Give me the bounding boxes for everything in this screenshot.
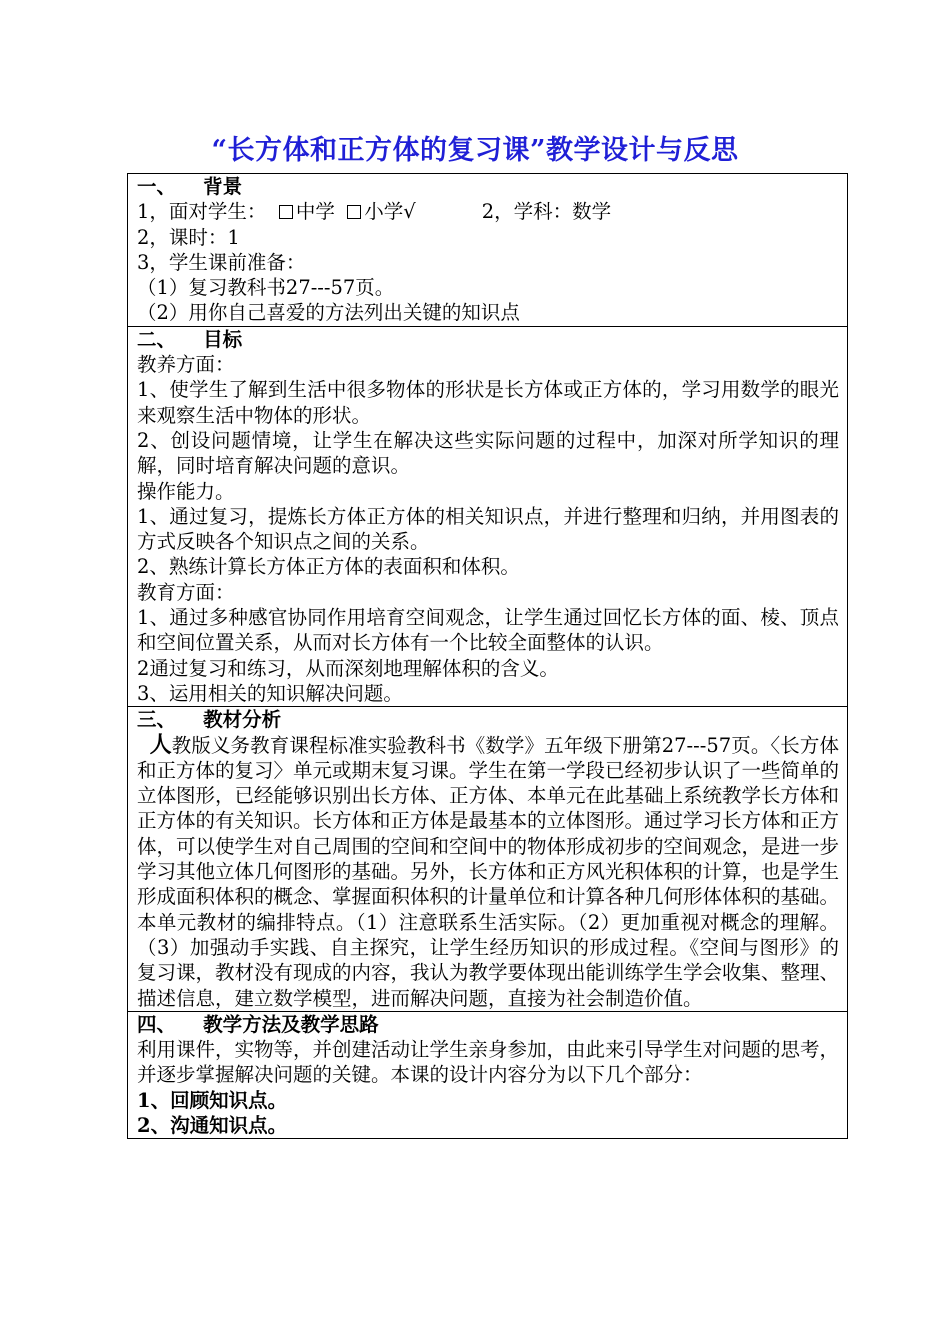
section-heading: 四、 教学方法及教学思路	[137, 1012, 379, 1036]
goals-paragraph: 操作能力。	[137, 479, 235, 503]
option-middle-school: 中学	[295, 200, 335, 224]
goals-paragraph: 2、熟练计算长方体正方体的表面积和体积。	[137, 555, 520, 579]
section-methods	[128, 1011, 848, 1138]
analysis-lead-char: 人	[149, 731, 172, 758]
checkbox-icon	[347, 205, 361, 219]
goals-paragraph: 2、创设问题情境，让学生在解决这些实际问题的过程中，加深对所学知识的理解，同时培育解决问题的意识。	[137, 428, 839, 478]
goals-paragraph: 教养方面：	[137, 353, 235, 377]
goals-paragraph: 1、通过多种感官协同作用培育空间观念，让学生通过回忆长方体的面、棱、顶点和空间位置关系，从而对长方体有一个比较全面整体的认识。	[137, 606, 839, 655]
analysis-text: 教版义务教育课程标准实验教科书《数学》五年级下册第27---57页。〈长方体和正方体的复习〉单元或期末复习课。学生在第一学段已经初步认识了一些简单的立体图形，已经能够识别出长方体、正方体、本单元在此基础上系统教学长方体和正方体的有关知识。长方体和正方体是最基本的立体图形。通过学习长方体和正方体，可以使学生对自己周围的空间和空间中的物体形成初步的空间观念，是进一步学习其他立体几何图形的基础。另外，长方体和正方风光积体积的计算，也是学生形成面积体积的概念、掌握面积体积的计量单位和计算各种几何形体体积的基础。本单元教材的编排特点。（1）注意联系生活实际。（2）更加重视对概念的理解。（3）加强动手实践、自主探究，让学生经历知识的形成过程。《空间与图形》的复习课，教材没有现成的内容，我认为教学要体现出能训练学生学会收集、整理、描述信息，建立数学模型，进而解决问题，直接为社会制造价值。	[137, 733, 840, 1010]
methods-paragraph: 利用课件，实物等，并创建活动让学生亲身参加，由此来引导学生对问题的思考，并逐步掌握解决问题的关键。本课的设计内容分为以下几个部分：	[137, 1038, 840, 1087]
methods-item: 1、回顾知识点。	[137, 1088, 288, 1112]
goals-paragraph: 3、运用相关的知识解决问题。	[137, 681, 403, 705]
section-goals-cell	[128, 326, 848, 706]
goals-paragraph: 2通过复习和练习，从而深刻地理解体积的含义。	[137, 656, 559, 680]
section-background	[128, 174, 848, 327]
section-methods-cell	[128, 1011, 848, 1138]
checkbox-icon	[279, 205, 293, 219]
section-analysis	[128, 707, 848, 1012]
preparation-item: （2）用你自己喜爱的方法列出关键的知识点	[137, 301, 520, 325]
section-heading: 三、 教材分析	[137, 708, 282, 732]
section-goals	[128, 326, 848, 706]
analysis-paragraph	[137, 733, 839, 1011]
section-heading: 一、 背景	[137, 175, 243, 198]
section-background-cell	[128, 174, 848, 327]
section-heading: 二、 目标	[137, 327, 243, 351]
section-analysis-cell	[128, 707, 848, 1012]
methods-item: 2、沟通知识点。	[137, 1113, 288, 1137]
subject-label: 2，学科：数学	[481, 200, 612, 224]
lesson-plan-table	[127, 173, 848, 1139]
goals-paragraph: 1、使学生了解到生活中很多物体的形状是长方体或正方体的，学习用数学的眼光来观察生活中物体的形状。	[137, 378, 839, 427]
preparation-line: 3，学生课前准备：	[137, 250, 306, 274]
class-hours-line: 2，课时：1	[137, 225, 240, 249]
goals-paragraph: 教育方面：	[137, 580, 235, 604]
audience-label: 1，面对学生：	[137, 200, 267, 224]
audience-line	[137, 199, 839, 224]
preparation-item: （1）复习教科书27---57页。	[137, 276, 395, 300]
option-primary-school: 小学√	[364, 200, 416, 224]
goals-paragraph: 1、通过复习，提炼长方体正方体的相关知识点，并进行整理和归纳，并用图表的方式反映各个知识点之间的关系。	[137, 504, 839, 554]
document-title: “长方体和正方体的复习课”教学设计与反思	[211, 135, 739, 166]
